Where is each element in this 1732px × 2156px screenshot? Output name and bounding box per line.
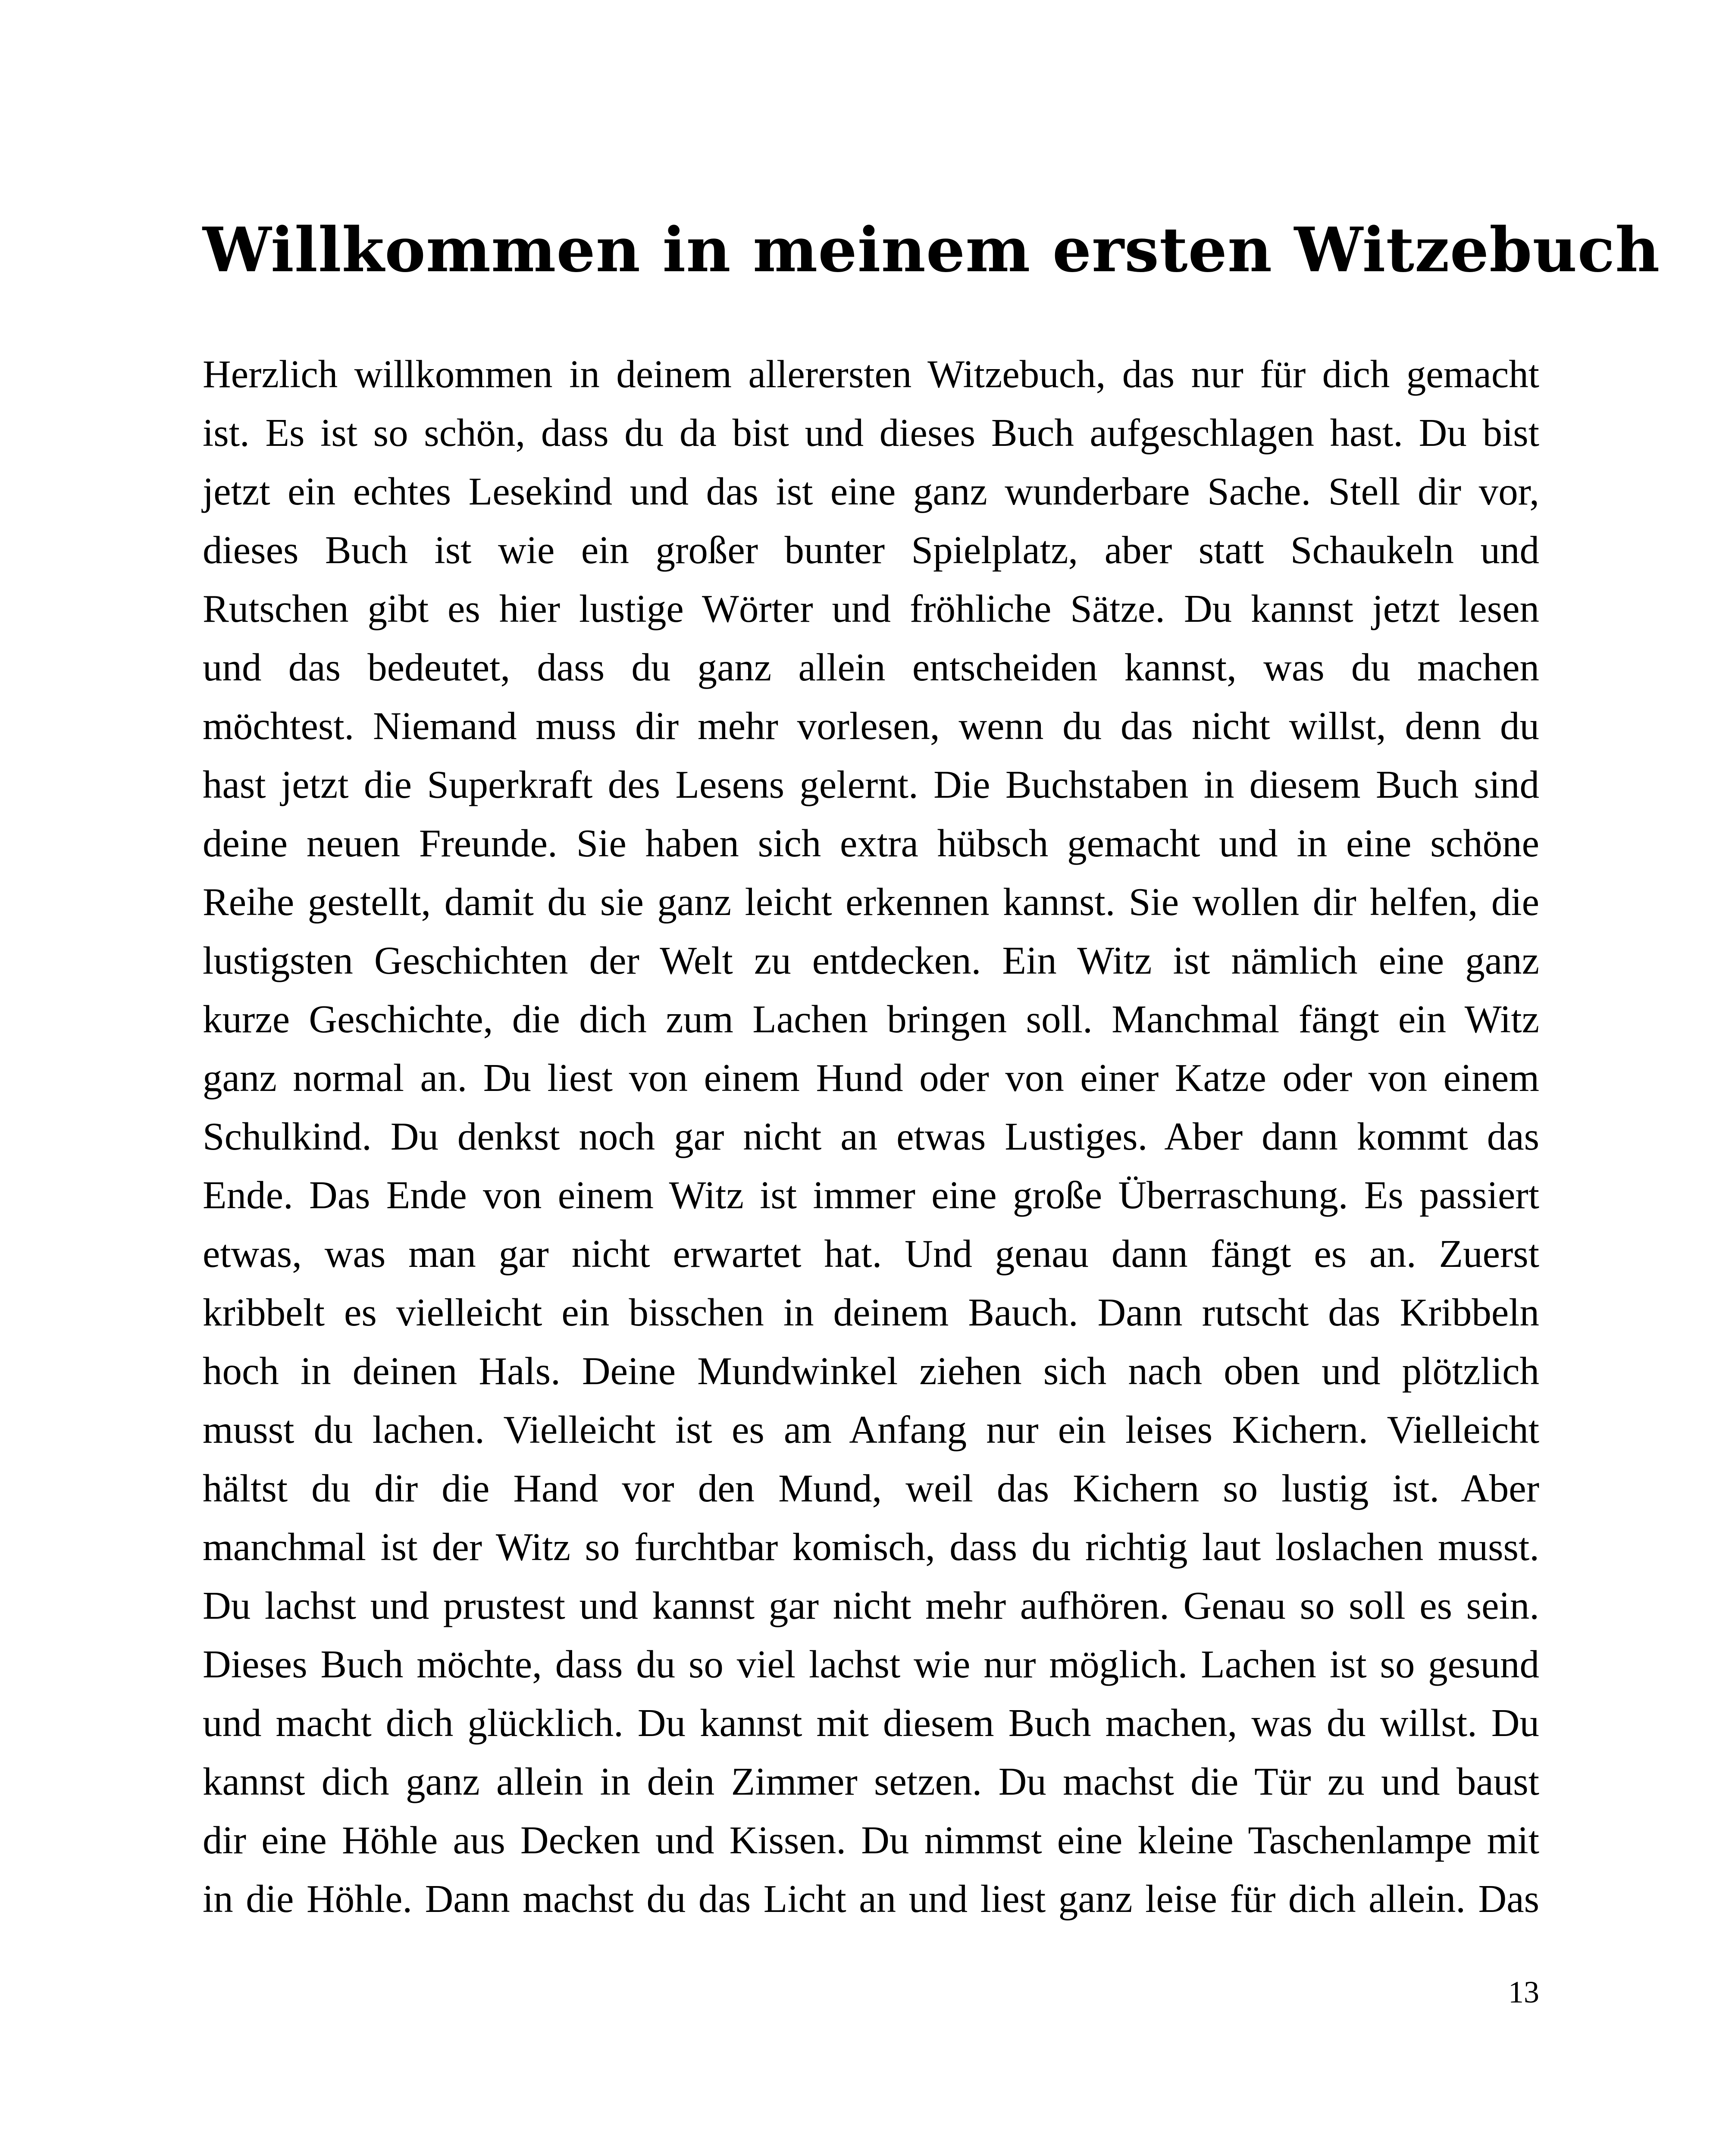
text-line: dir eine Höhle aus Decken und Kissen. Du nimmst eine kleine Taschenlampe mit bbox=[203, 1818, 1539, 1862]
page-number: 13 bbox=[1508, 1975, 1539, 2009]
text-line: und macht dich glücklich. Du kannst mit diesem Buch machen, was du willst. Du bbox=[203, 1701, 1539, 1745]
text-line: Reihe gestellt, damit du sie ganz leicht erkennen kannst. Sie wollen dir helfen, die bbox=[203, 880, 1539, 924]
text-line: ist. Es ist so schön, dass du da bist und dieses Buch aufgeschlagen hast. Du bist bbox=[203, 411, 1539, 454]
text-line: Schulkind. Du denkst noch gar nicht an etwas Lustiges. Aber dann kommt das bbox=[203, 1115, 1539, 1158]
text-line: hoch in deinen Hals. Deine Mundwinkel ziehen sich nach oben und plötzlich bbox=[203, 1349, 1539, 1393]
text-line: Ende. Das Ende von einem Witz ist immer eine große Überraschung. Es passiert bbox=[203, 1173, 1539, 1217]
text-line: kannst dich ganz allein in dein Zimmer setzen. Du machst die Tür zu und baust bbox=[203, 1760, 1539, 1803]
text-line: und das bedeutet, dass du ganz allein entscheiden kannst, was du machen bbox=[203, 646, 1539, 689]
body-paragraph bbox=[203, 345, 1539, 1928]
text-line: manchmal ist der Witz so furchtbar komisch, dass du richtig laut loslachen musst. bbox=[203, 1525, 1539, 1569]
text-line: dieses Buch ist wie ein großer bunter Spielplatz, aber statt Schaukeln und bbox=[203, 528, 1539, 572]
text-line: Herzlich willkommen in deinem allerersten Witzebuch, das nur für dich gemacht bbox=[203, 352, 1539, 396]
text-line: deine neuen Freunde. Sie haben sich extra hübsch gemacht und in eine schöne bbox=[203, 821, 1539, 865]
text-line: hältst du dir die Hand vor den Mund, weil das Kichern so lustig ist. Aber bbox=[203, 1467, 1539, 1510]
text-line: möchtest. Niemand muss dir mehr vorlesen, wenn du das nicht willst, denn du bbox=[203, 704, 1539, 748]
text-line: musst du lachen. Vielleicht ist es am Anfang nur ein leises Kichern. Vielleicht bbox=[203, 1408, 1539, 1451]
text-line: in die Höhle. Dann machst du das Licht an und liest ganz leise für dich allein. Das bbox=[203, 1877, 1539, 1921]
text-line: kribbelt es vielleicht ein bisschen in deinem Bauch. Dann rutscht das Kribbeln bbox=[203, 1291, 1539, 1334]
text-line: Dieses Buch möchte, dass du so viel lachst wie nur möglich. Lachen ist so gesund bbox=[203, 1642, 1539, 1686]
text-line: Rutschen gibt es hier lustige Wörter und fröhliche Sätze. Du kannst jetzt lesen bbox=[203, 587, 1539, 630]
chapter-title: Willkommen in meinem ersten Witzebuch bbox=[203, 214, 1660, 286]
text-line: ganz normal an. Du liest von einem Hund oder von einer Katze oder von einem bbox=[203, 1056, 1539, 1100]
text-line: lustigsten Geschichten der Welt zu entdecken. Ein Witz ist nämlich eine ganz bbox=[203, 939, 1539, 982]
text-line: jetzt ein echtes Lesekind und das ist eine ganz wunderbare Sache. Stell dir vor, bbox=[203, 470, 1539, 513]
text-line: etwas, was man gar nicht erwartet hat. Und genau dann fängt es an. Zuerst bbox=[203, 1232, 1539, 1275]
text-line: hast jetzt die Superkraft des Lesens gelernt. Die Buchstaben in diesem Buch sind bbox=[203, 763, 1539, 806]
text-line: kurze Geschichte, die dich zum Lachen bringen soll. Manchmal fängt ein Witz bbox=[203, 997, 1539, 1041]
text-line: Du lachst und prustest und kannst gar nicht mehr aufhören. Genau so soll es sein. bbox=[203, 1584, 1539, 1627]
